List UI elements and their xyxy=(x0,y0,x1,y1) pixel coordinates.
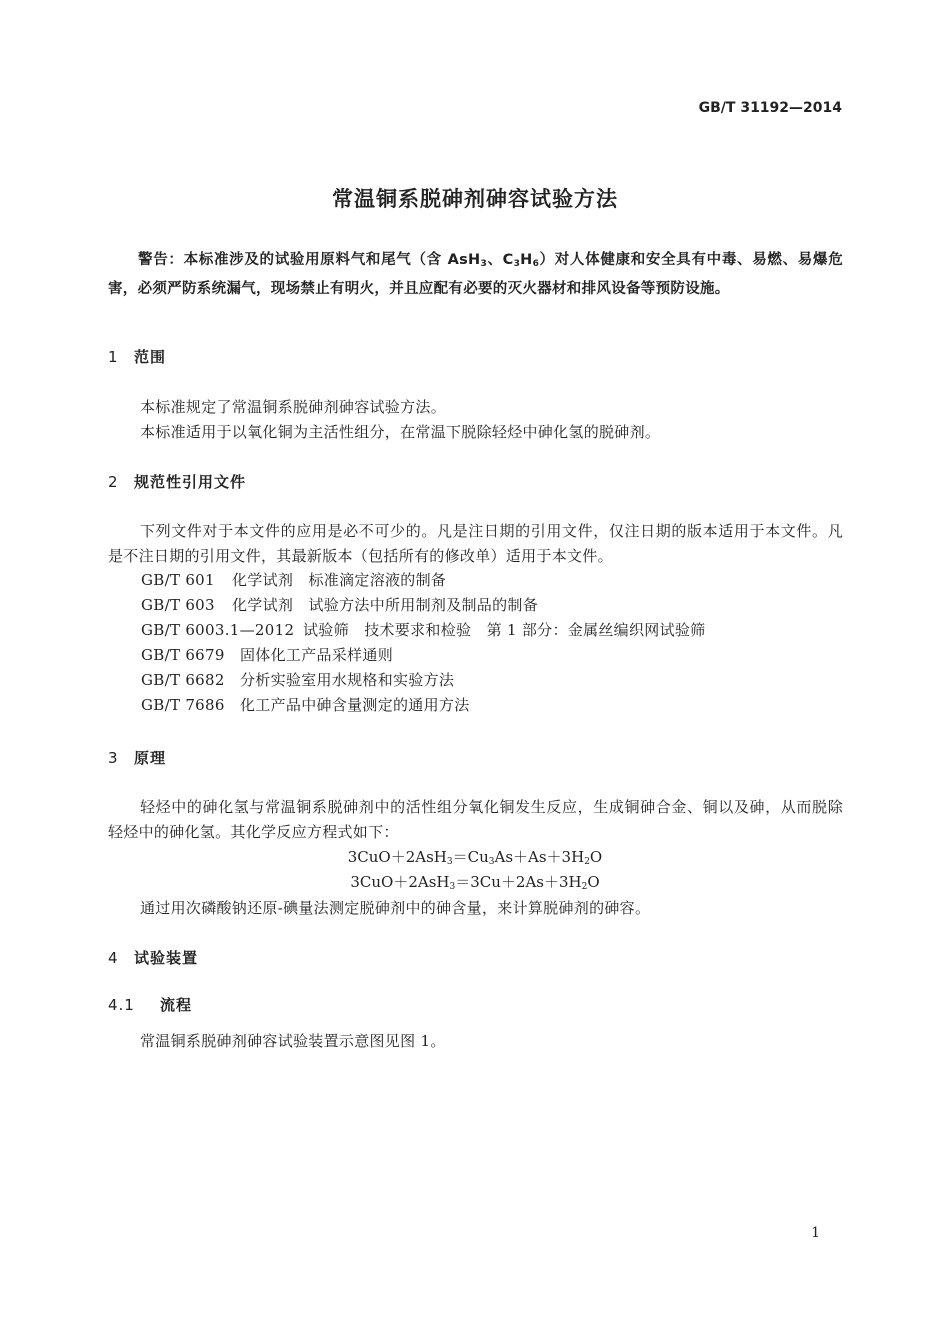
section-1-paragraph-1: 本标准规定了常温铜系脱砷剂砷容试验方法。 xyxy=(140,398,447,416)
section-number: 1 xyxy=(108,348,119,366)
reference-title: 化工产品中砷含量测定的通用方法 xyxy=(240,696,470,714)
page-number: 1 xyxy=(811,1225,820,1241)
reference-title: 固体化工产品采样通则 xyxy=(240,646,394,664)
document-title: 常温铜系脱砷剂砷容试验方法 xyxy=(332,187,618,211)
section-number: 4 xyxy=(108,949,119,967)
section-title: 试验装置 xyxy=(134,949,199,967)
subsection-title: 流程 xyxy=(160,996,193,1014)
warning-suffix: ）对人体健康和安全具有中毒、易燃、易爆危害，必须严防系统漏气，现场禁止有明火，并且应配有必要的灭火器材和排风设备等预防设施。 xyxy=(108,252,843,297)
section-title: 原理 xyxy=(134,749,167,767)
section-3-heading xyxy=(108,747,166,768)
reference-item xyxy=(141,619,705,640)
reference-item xyxy=(141,569,446,590)
reference-title: 化学试剂 标准滴定溶液的制备 xyxy=(232,571,447,589)
reference-code: GB/T 6682 xyxy=(141,671,225,689)
subsection-number: 4.1 xyxy=(108,996,135,1014)
subsection-4-1-paragraph: 常温铜系脱砷剂砷容试验装置示意图见图 1。 xyxy=(140,1032,446,1050)
section-3-paragraph-1: 轻烃中的砷化氢与常温铜系脱砷剂中的活性组分氧化铜发生反应，生成铜砷合金、铜以及砷，从而脱除轻烃中的砷化氢。其化学反应方程式如下： xyxy=(108,798,843,841)
section-number: 2 xyxy=(108,473,119,491)
section-2-intro: 下列文件对于本文件的应用是必不可少的。凡是注日期的引用文件，仅注日期的版本适用于本文件。凡是不注日期的引用文件，其最新版本（包括所有的修改单）适用于本文件。 xyxy=(108,522,843,565)
section-title: 规范性引用文件 xyxy=(134,473,247,491)
reference-code: GB/T 603 xyxy=(141,596,215,614)
reference-item xyxy=(141,669,454,690)
reference-code: GB/T 6003.1—2012 xyxy=(141,621,295,639)
equation-2: $3CuO+2AsH_3=3Cu+2As+3H_2O$ xyxy=(350,873,600,892)
reference-code: GB/T 7686 xyxy=(141,696,225,714)
warning-paragraph xyxy=(108,248,843,302)
section-2-heading xyxy=(108,471,246,492)
reference-title: 分析实验室用水规格和实验方法 xyxy=(240,671,455,689)
section-number: 3 xyxy=(108,749,119,767)
section-4-heading xyxy=(108,947,198,968)
section-title: 范围 xyxy=(134,348,167,366)
reference-code: GB/T 601 xyxy=(141,571,215,589)
reference-item xyxy=(141,594,538,615)
section-1-paragraph-2: 本标准适用于以氧化铜为主活性组分，在常温下脱除轻烃中砷化氢的脱砷剂。 xyxy=(140,423,661,441)
reference-title: 试验筛 技术要求和检验 第 1 部分：金属丝编织网试验筛 xyxy=(303,621,706,639)
arsine-formula: AsH$_3$ xyxy=(447,252,488,269)
reference-code: GB/T 6679 xyxy=(141,646,225,664)
warning-separator: 、 xyxy=(487,252,503,268)
standard-code: GB/T 31192—2014 xyxy=(698,100,842,116)
equation-1: $3CuO+2AsH_3=Cu_3As+As+3H_2O$ xyxy=(347,848,603,867)
reference-item xyxy=(141,644,393,665)
reference-item xyxy=(141,694,470,715)
propylene-formula: $C_3H_6$ xyxy=(502,252,540,269)
reference-title: 化学试剂 试验方法中所用制剂及制品的制备 xyxy=(232,596,539,614)
section-1-heading xyxy=(108,346,166,367)
subsection-4-1-heading xyxy=(108,994,192,1015)
warning-prefix: 警告：本标准涉及的试验用原料气和尾气（含 xyxy=(138,252,448,268)
section-3-paragraph-2: 通过用次磷酸钠还原-碘量法测定脱砷剂中的砷含量，来计算脱砷剂的砷容。 xyxy=(140,899,651,917)
